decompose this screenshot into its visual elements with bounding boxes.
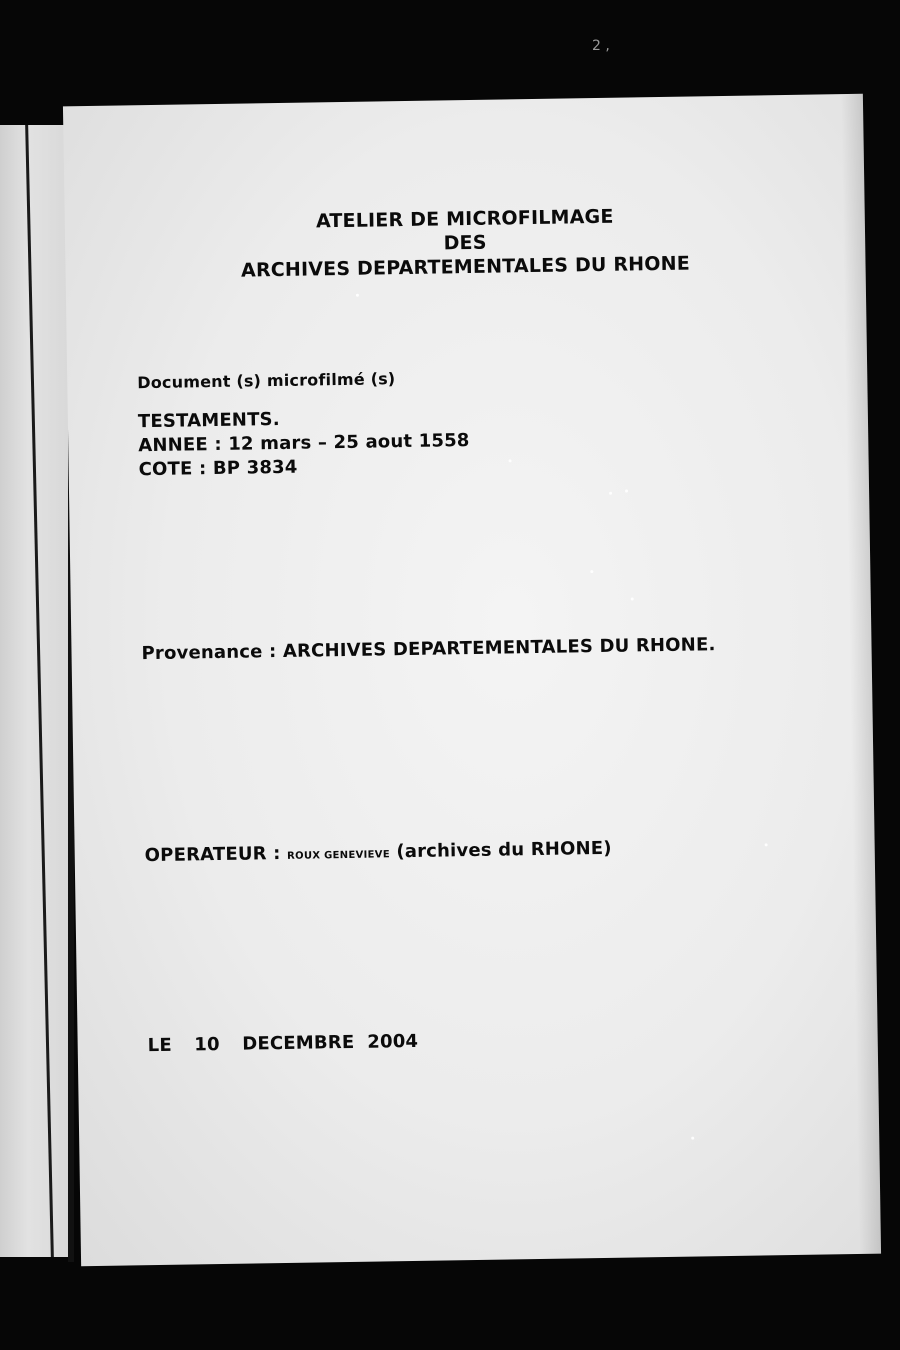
dust-speck: [609, 492, 612, 495]
provenance-text: Provenance : ARCHIVES DEPARTEMENTALES DU RHONE.: [141, 634, 716, 665]
dust-speck: [625, 490, 628, 493]
dust-speck: [356, 294, 359, 297]
film-mark: 2 ,: [592, 38, 610, 54]
document-sheet: [63, 94, 881, 1266]
documents-title: TESTAMENTS.: [137, 408, 280, 433]
dust-speck: [590, 570, 593, 573]
operateur-line: [145, 838, 612, 866]
date-month-year: DECEMBRE 2004: [242, 1030, 419, 1055]
header-line-1: ATELIER DE MICROFILMAGE: [315, 205, 614, 233]
operateur-label: OPERATEUR :: [144, 843, 281, 867]
dust-speck: [691, 1137, 694, 1140]
operateur-org: (archives du RHONE): [396, 837, 612, 863]
dust-speck: [631, 597, 634, 600]
operateur-name: ROUX GENEVIEVE: [287, 849, 391, 862]
dust-speck: [765, 843, 768, 846]
date-day: 10: [194, 1034, 220, 1056]
header-line-2: DES: [443, 231, 487, 255]
facing-page: [0, 125, 70, 1257]
date-line: [148, 1031, 419, 1056]
date-le: LE: [147, 1034, 173, 1057]
documents-cote: COTE : BP 3834: [138, 456, 298, 481]
header-line-3: ARCHIVES DEPARTEMENTALES DU RHONE: [240, 252, 691, 282]
documents-label: Document (s) microfilmé (s): [137, 369, 396, 393]
dust-speck: [509, 459, 512, 462]
documents-annee: ANNEE : 12 mars – 25 aout 1558: [138, 430, 470, 457]
